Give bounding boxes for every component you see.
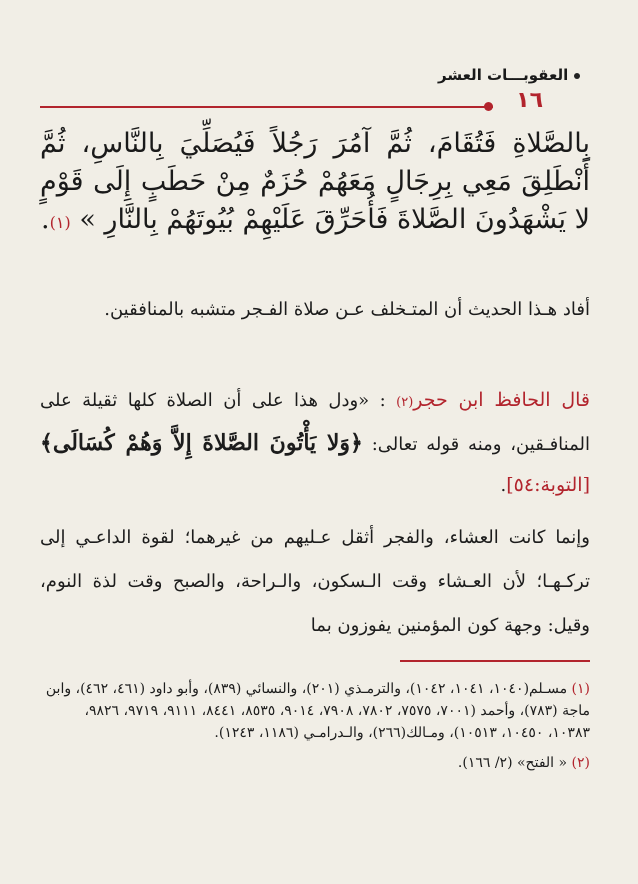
- paragraph-2: [40, 380, 590, 506]
- footnote-1-number: (١): [571, 681, 590, 697]
- paragraph-1: أفاد هـذا الحديث أن المتـخلف عـن صلاة الفـجر متشبه بالمنافقين.: [104, 299, 590, 320]
- footnote-2-number: (٢): [571, 755, 590, 771]
- paragraph-2-text: : «ودل هذا على أن الصلاة كلها ثقيلة على المنافـقين، ومنه قوله تعالى:: [40, 390, 590, 455]
- footnote-2: [40, 752, 590, 774]
- hadith-text: بِالصَّلاةِ فَتُقَامَ، ثُمَّ آمُرَ رَجُلاً فَيُصَلِّيَ بِالنَّاسِ، ثُمَّ أَنْطَلِقَ مَعِي بِرِجَالٍ مَعَهُمْ حُزَمٌ مِنْ حَطَبٍ إِلَى قَوْمٍ لا يَشْهَدُونَ الصَّلاةَ فَأُحَرِّقَ عَلَيْهِمْ بُيُوتَهُمْ بِالنَّارِ » (١).: [40, 128, 590, 235]
- quran-verse: ﴿وَلا يَأْتُونَ الصَّلاةَ إِلاَّ وَهُمْ كُسَالَى﴾: [40, 430, 363, 456]
- running-title-text: العقوبـــات العشر: [438, 66, 569, 84]
- speaker-name: قال الحافظ ابن حجر: [413, 389, 590, 411]
- bullet-icon: [574, 73, 580, 79]
- page-number: ١٦: [516, 88, 543, 113]
- footnote-ref-1: (١): [49, 213, 71, 232]
- verse-reference: [التوبة:٥٤]: [506, 474, 590, 496]
- footnotes: [40, 678, 590, 774]
- paragraph-3: وإنما كانت العشاء، والفجر أثقل عـليهم من غيرهما؛ لقوة الداعـي إلى تركـهـا؛ لأن العـشاء وقت الـسكون، والـراحة، والصبح وقت لذة النوم، وقيل: وجهة كون المؤمنين يفوزون بما: [40, 527, 590, 636]
- paragraph-2-end: .: [500, 475, 507, 496]
- header-rule-dot: [484, 102, 493, 111]
- footnote-2-text: « الفتح» (٢/ ١٦٦).: [457, 755, 568, 771]
- header-rule: [40, 106, 493, 108]
- page-header: [0, 66, 638, 113]
- footnote-1-text: مسـلم(١٠٤٠، ١٠٤١، ١٠٤٢)، والترمـذي (٢٠١)، والنسائي (٨٣٩)، وأبو داود (٤٦١، ٤٦٢)، وابن ماجة (٧٨٣)، وأحمد (٧٠٠١، ٧٥٧٥، ٧٨٠٢، ٧٩٠٨، ٩٠١٤، ٨٥٣٥، ٨٤٤١، ٩١١١، ٩٧١٩، ٩٨٢٦، ١٠٣٨٣، ١٠٤٥٠، ١٠٥١٣)، ومـالك(٢٦٦)، والـدرامـي (١١٨٦، ١٢٤٣).: [45, 681, 590, 741]
- footnote-rule: [400, 660, 590, 662]
- running-title: [438, 66, 638, 84]
- footnote-ref-2: (٢): [396, 395, 414, 410]
- hadith-body: بِالصَّلاةِ فَتُقَامَ، ثُمَّ آمُرَ رَجُلاً فَيُصَلِّيَ بِالنَّاسِ، ثُمَّ أَنْطَلِقَ مَعِي بِرِجَالٍ مَعَهُمْ حُزَمٌ مِنْ حَطَبٍ إِلَى قَوْمٍ لا يَشْهَدُونَ الصَّلاةَ فَأُحَرِّقَ عَلَيْهِمْ بُيُوتَهُمْ بِالنَّارِ »: [40, 128, 590, 235]
- footnote-1: [40, 678, 590, 744]
